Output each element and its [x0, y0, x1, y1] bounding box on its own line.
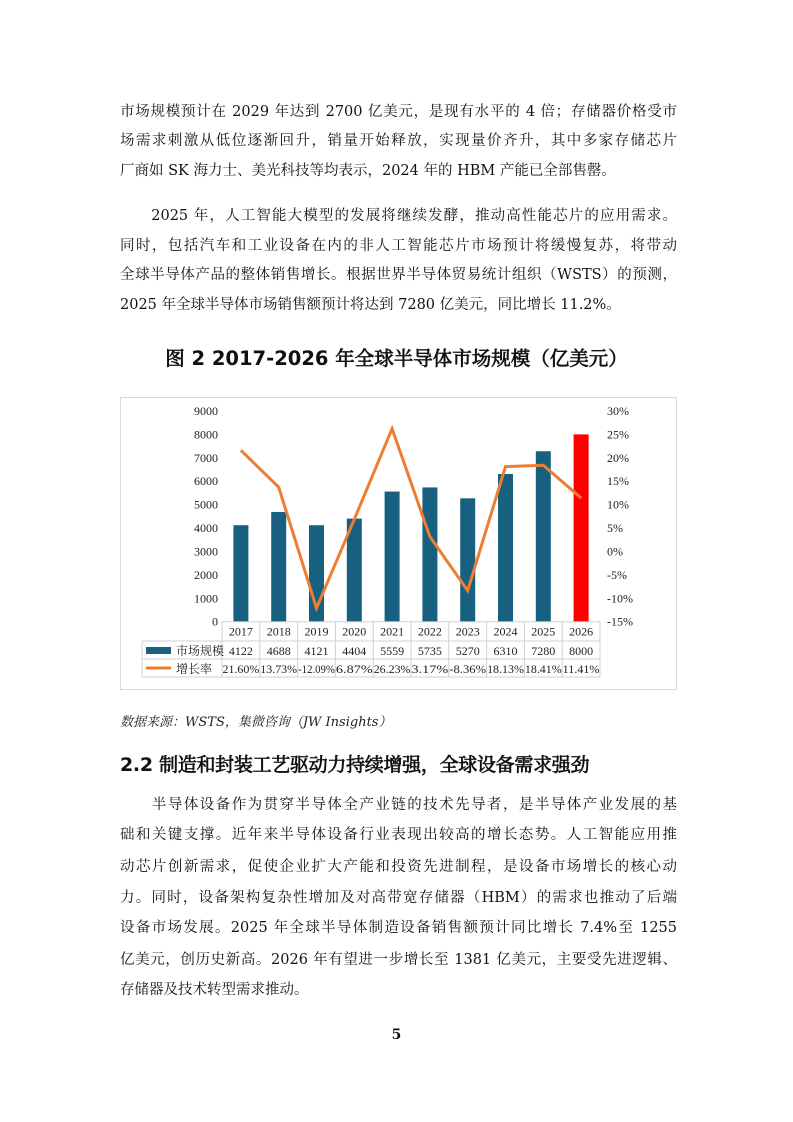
bar	[498, 474, 513, 622]
para1-line: 场需求刺激从低位逐渐回升，销量开始释放，实现量价齐升，其中多家存储芯片	[120, 133, 677, 149]
para3-line: 力。同时，设备架构复杂性增加及对高带宽存储器（HBM）的需求也推动了后端	[120, 890, 677, 906]
line-data-label: 3.17%	[411, 662, 449, 676]
bar	[536, 451, 551, 621]
y2-tick-label: 25%	[607, 427, 629, 442]
line-data-label: 6.87%	[335, 662, 373, 676]
para3-line: 础和关键支撑。近年来半导体设备行业表现出较高的增长态势。人工智能应用推	[120, 827, 677, 843]
y2-tick-label: 15%	[607, 474, 629, 489]
para1-line: 厂商如 SK 海力士、美光科技等均表示，2024 年的 HBM 产能已全部售罄。	[120, 163, 616, 179]
line-data-label: 18.41%	[524, 662, 562, 676]
para2-line: 同时，包括汽车和工业设备在内的非人工智能芯片市场预计将缓慢复苏，将带动	[120, 238, 677, 254]
bar-data-label: 5270	[455, 644, 480, 658]
line-data-label: 13.73%	[260, 662, 298, 676]
bar-data-label: 7280	[531, 644, 556, 658]
bar-data-label: 4121	[304, 644, 329, 658]
x-tick-label: 2020	[342, 624, 367, 639]
bar-data-label: 4404	[342, 644, 367, 658]
y2-tick-label: -10%	[607, 591, 633, 606]
bar	[271, 512, 286, 622]
y-tick-label: 2000	[194, 567, 218, 582]
x-tick-label: 2022	[417, 624, 442, 639]
y2-tick-label: 0%	[607, 544, 623, 559]
section-heading: 2.2 制造和封装工艺驱动力持续增强，全球设备需求强劲	[120, 754, 590, 776]
legend-label-bar: 市场规模	[176, 644, 225, 658]
figure-title: 图 2 2017-2026 年全球半导体市场规模（亿美元）	[165, 347, 628, 370]
legend-label-line: 增长率	[176, 662, 213, 676]
bar	[422, 487, 437, 621]
line-data-label: 11.41%	[562, 662, 600, 676]
line-data-label: -12.09%	[298, 662, 335, 676]
y2-tick-label: -5%	[607, 567, 627, 582]
legend-swatch-bar	[146, 647, 171, 654]
bar-data-label: 5735	[417, 644, 442, 658]
para3-line: 亿美元，创历史新高。2026 年有望进一步增长至 1381 亿美元，主要受先进逻辑、	[120, 952, 677, 968]
line-data-label: 18.13%	[487, 662, 524, 676]
bar-data-label: 8000	[569, 644, 594, 658]
bar-data-label: 4122	[228, 644, 253, 658]
y-tick-label: 1000	[194, 591, 218, 606]
y-tick-label: 9000	[194, 404, 218, 418]
para3-line: 存储器及技术转型需求推动。	[120, 982, 309, 998]
page-number: 5	[391, 1027, 402, 1043]
para1-line: 市场规模预计在 2029 年达到 2700 亿美元，是现有水平的 4 倍；存储器价格受市	[120, 104, 677, 120]
bar	[574, 434, 589, 621]
bar-data-label: 5559	[380, 644, 405, 658]
para2-line: 2025 年，人工智能大模型的发展将继续发酵，推动高性能芯片的应用需求。	[120, 208, 677, 224]
line-data-label: 21.60%	[222, 662, 260, 676]
x-tick-label: 2023	[455, 624, 480, 639]
y-tick-label: 0	[212, 614, 218, 629]
figure-caption: 数据来源：WSTS，集微咨询（JW Insights）	[120, 715, 392, 730]
x-tick-label: 2024	[493, 624, 518, 639]
line-data-label: -8.36%	[449, 662, 487, 676]
para3-line: 设备市场发展。2025 年全球半导体制造设备销售额预计同比增长 7.4%至 1255	[120, 920, 677, 936]
y-tick-label: 8000	[194, 427, 218, 442]
y2-tick-label: 5%	[607, 521, 623, 536]
growth-rate-line	[241, 429, 581, 608]
y2-tick-label: 30%	[607, 404, 629, 418]
line-data-label: 26.23%	[373, 662, 411, 676]
x-tick-label: 2018	[266, 624, 291, 639]
bar	[233, 525, 248, 622]
y2-tick-label: 10%	[607, 497, 629, 512]
para2-line: 全球半导体产品的整体销售增长。根据世界半导体贸易统计组织（WSTS）的预测，	[120, 267, 677, 283]
para3-line: 动芯片创新需求，促使企业扩大产能和投资先进制程，是设备市场增长的核心动	[120, 859, 677, 875]
market-size-chart	[120, 397, 677, 690]
x-tick-label: 2017	[228, 624, 253, 639]
bar	[385, 492, 400, 622]
x-tick-label: 2019	[304, 624, 329, 639]
y2-tick-label: 20%	[607, 450, 629, 465]
bar-data-label: 6310	[493, 644, 518, 658]
bar	[460, 498, 475, 621]
chart-svg	[121, 398, 678, 691]
x-tick-label: 2025	[531, 624, 556, 639]
y-tick-label: 5000	[194, 497, 218, 512]
para2-line: 2025 年全球半导体市场销售额预计将达到 7280 亿美元，同比增长 11.2%。	[120, 297, 621, 313]
para3-line: 半导体设备作为贯穿半导体全产业链的技术先导者，是半导体产业发展的基	[120, 797, 677, 813]
y-tick-label: 3000	[194, 544, 218, 559]
bar-data-label: 4688	[266, 644, 291, 658]
x-tick-label: 2021	[380, 624, 405, 639]
y-tick-label: 4000	[194, 521, 218, 536]
y-tick-label: 6000	[194, 474, 218, 489]
y-tick-label: 7000	[194, 450, 218, 465]
x-tick-label: 2026	[569, 624, 594, 639]
y2-tick-label: -15%	[607, 614, 633, 629]
